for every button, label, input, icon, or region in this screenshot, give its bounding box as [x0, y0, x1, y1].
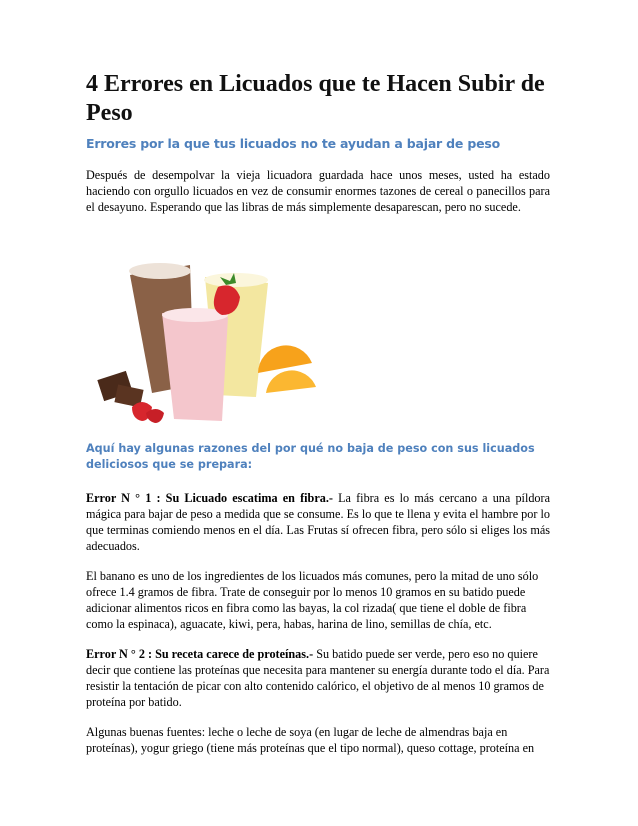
smoothie-glasses-photo — [90, 235, 360, 425]
reasons-callout: Aquí hay algunas razones del por qué no baja de peso con sus licuados deliciosos que se prepara: — [86, 442, 535, 471]
error-1-heading: Error N ° 1 : Su Licuado escatima en fibra.- — [86, 491, 333, 505]
error-1-text: La fibra es lo más cercano a una píldora mágica para bajar de peso a medida que se consume. Es lo que te llena y evita el hambre por lo que terminas comiendo menos en el día. Las Frutas sí ofrecen fibra, pero sólo si eliges los más adecuados. — [86, 491, 550, 553]
protein-sources-paragraph: Algunas buenas fuentes: leche o leche de soya (en lugar de leche de almendras baja en proteínas), yogur griego (tiene más proteínas que el tipo normal), queso cottage, proteína en — [86, 725, 535, 755]
intro-paragraph: Después de desempolvar la vieja licuadora guardada hace unos meses, usted ha estado haciendo con orgullo licuados en vez de consumir enormes tazones de cereal o panecillos para el desayuno. Esperando que las libras de más simplemente desaparescan, pero no sucede. — [86, 168, 550, 214]
document-page — [86, 70, 550, 756]
error-2-paragraph — [86, 646, 550, 710]
error-2-heading: Error N ° 2 : Su receta carece de proteínas.- — [86, 647, 314, 661]
error-2-text: Su batido puede ser verde, pero eso no quiere decir que contiene las proteínas que necesita para mantener su energía durante todo el día. Para resistir la tentación de picar con alto contenido calórico, el objetivo de al menos 10 gramos de proteína por batido. — [86, 647, 550, 709]
page-subtitle: Errores por la que tus licuados no te ayudan a bajar de peso — [86, 136, 501, 151]
page-title: 4 Errores en Licuados que te Hacen Subir de Peso — [86, 71, 545, 126]
error-1-paragraph — [86, 490, 550, 554]
smoothie-photo-icon — [90, 235, 360, 425]
banana-paragraph: El banano es uno de los ingredientes de los licuados más comunes, pero la mitad de uno sólo ofrece 1.4 gramos de fibra. Trate de conseguir por lo menos 10 gramos en su batido puede adicionar alimentos ricos en fibra como las bayas, la col rizada( que tiene el doble de fibra como la espinaca), aguacate, kiwi, pera, habas, harina de lino, semillas de chía, etc. — [86, 569, 539, 631]
